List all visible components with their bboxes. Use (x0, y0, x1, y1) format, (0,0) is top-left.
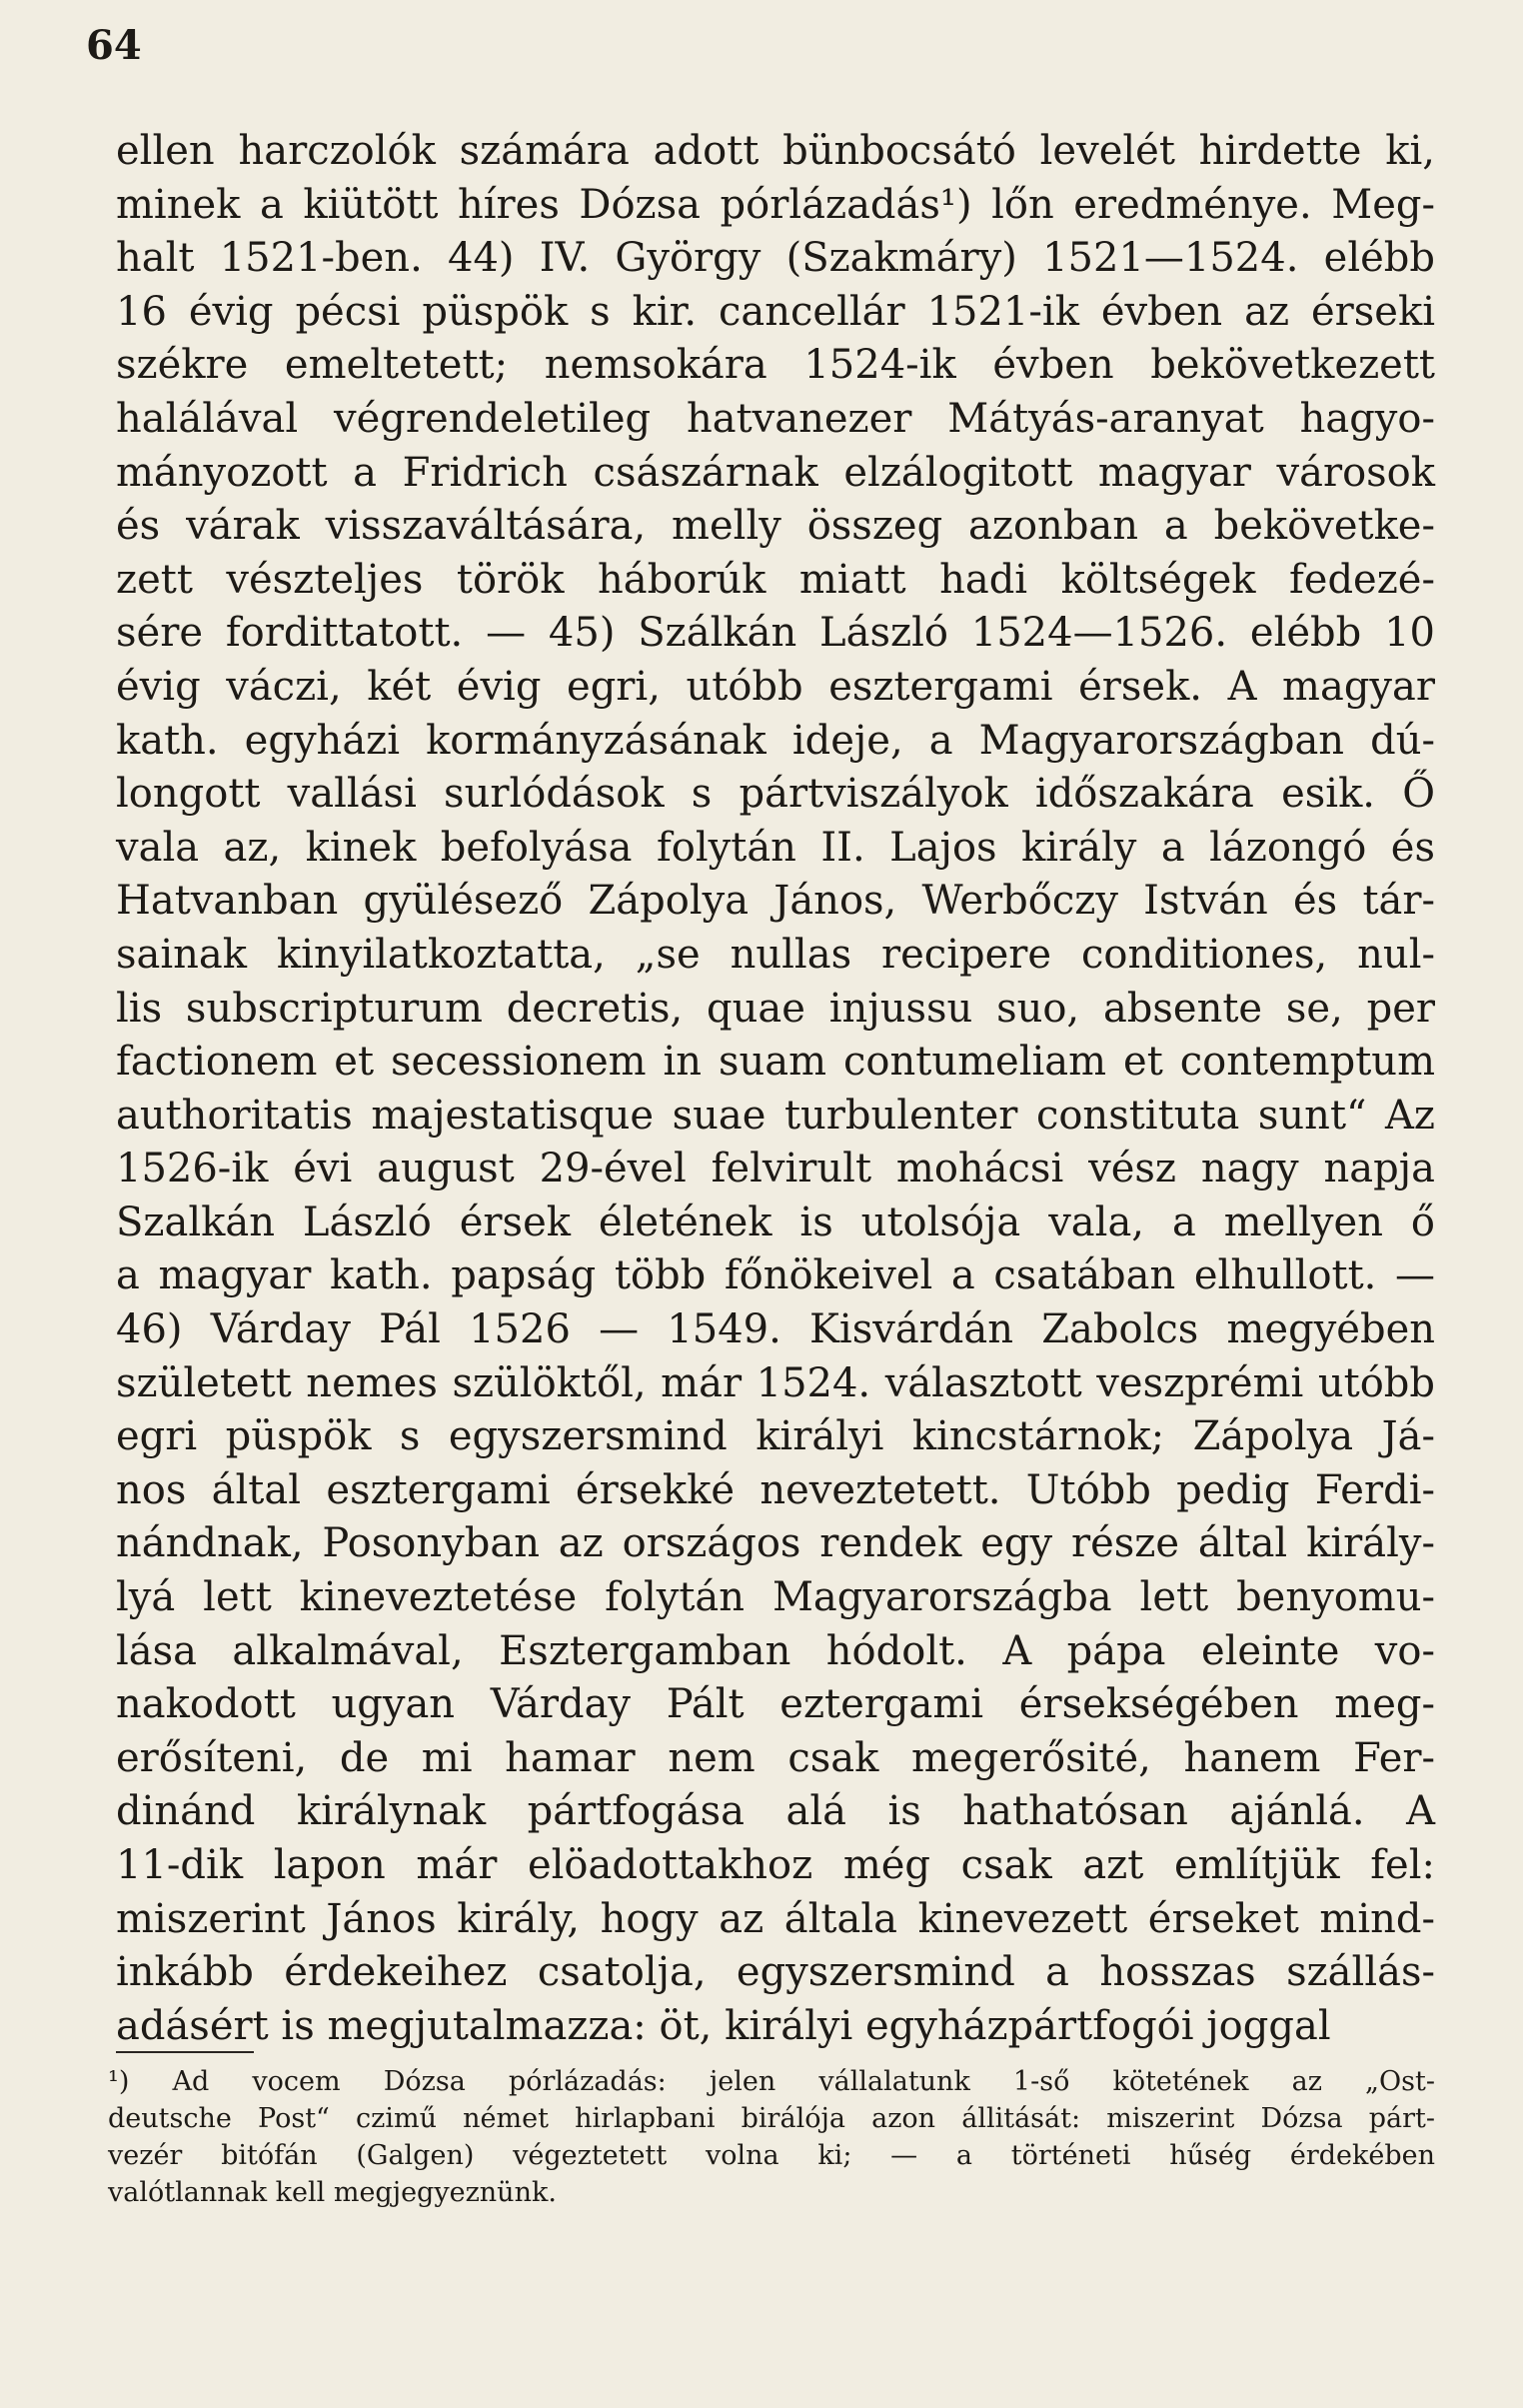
body-line: a magyar kath. papság több főnökeivel a csatában elhullott. — (116, 1252, 1435, 1299)
body-line: lis subscripturum decretis, quae injussu suo, absente se, per (116, 985, 1435, 1032)
body-line: adásért is megjutalmazza: öt, királyi egyházpártfogói joggal (116, 2002, 1331, 2049)
body-line: lása alkalmával, Esztergamban hódolt. A pápa eleinte vo- (116, 1627, 1435, 1674)
body-line: egri püspök s egyszersmind királyi kincstárnok; Zápolya Já- (116, 1413, 1435, 1460)
footnote-line: valótlannak kell megjegyeznünk. (108, 2177, 557, 2208)
body-line: 1526-ik évi august 29-ével felvirult mohácsi vész nagy napja (116, 1146, 1435, 1193)
body-line: vala az, kinek befolyása folytán II. Lajos király a lázongó és (116, 824, 1435, 871)
body-line: factionem et secessionem in suam contumeliam et contemptum (116, 1039, 1435, 1086)
body-line: Szalkán László érsek életének is utolsója vala, a mellyen ő (116, 1199, 1435, 1245)
body-line: erősíteni, de mi hamar nem csak megerősité, hanem Fer- (116, 1734, 1435, 1781)
body-line: nos által esztergami érsekké neveztetett. Utóbb pedig Ferdi- (116, 1466, 1435, 1513)
footnote-divider (116, 2051, 254, 2053)
body-line: évig váczi, két évig egri, utóbb esztergami érsek. A magyar (116, 663, 1435, 710)
body-line: sainak kinyilatkoztatta, „se nullas recipere conditiones, nul- (116, 931, 1435, 978)
footnote-line: deutsche Post“ czimű német hirlapbani birálója azon állitását: miszerint Dózsa párt- (108, 2103, 1435, 2134)
body-line: ellen harczolók számára adott bünbocsátó levelét hirdette ki, (116, 128, 1435, 174)
footnotes (108, 2063, 1435, 2211)
body-text (116, 125, 1435, 2053)
body-line: mányozott a Fridrich császárnak elzálogitott magyar városok (116, 449, 1435, 496)
page-number: 64 (86, 22, 142, 69)
body-line: authoritatis majestatisque suae turbulenter constituta sunt“ Az (116, 1092, 1435, 1139)
body-line: zett vészteljes török háborúk miatt hadi költségek fedezé- (116, 556, 1435, 603)
body-line: inkább érdekeihez csatolja, egyszersmind a hosszas szállás- (116, 1949, 1435, 1996)
body-line: 11-dik lapon már elöadottakhoz még csak azt említjük fel: (116, 1842, 1435, 1888)
body-line: és várak visszaváltására, melly összeg azonban a bekövetke- (116, 503, 1435, 550)
body-line: halálával végrendeletileg hatvanezer Mátyás-aranyat hagyo- (116, 395, 1435, 442)
body-line: halt 1521-ben. 44) IV. György (Szakmáry) 1521—1524. elébb (116, 235, 1435, 282)
body-line: született nemes szülöktől, már 1524. választott veszprémi utóbb (116, 1359, 1435, 1406)
body-line: sére fordittatott. — 45) Szálkán László 1524—1526. elébb 10 (116, 610, 1435, 657)
body-line: longott vallási surlódások s pártviszályok időszakára esik. Ő (116, 771, 1435, 818)
body-line: nakodott ugyan Várday Pált eztergami érsekségében meg- (116, 1681, 1435, 1728)
body-line: kath. egyházi kormányzásának ideje, a Magyarországban dú- (116, 717, 1435, 764)
body-line: dinánd királynak pártfogása alá is hathatósan ajánlá. A (116, 1788, 1435, 1835)
body-line: lyá lett kineveztetése folytán Magyarországba lett benyomu- (116, 1574, 1435, 1621)
body-line: székre emeltetett; nemsokára 1524-ik évben bekövetkezett (116, 342, 1435, 389)
body-line: minek a kiütött híres Dózsa pórlázadás¹) lőn eredménye. Meg- (116, 181, 1435, 228)
footnote-line: vezér bitófán (Galgen) végeztetett volna ki; — a történeti hűség érdekében (108, 2140, 1435, 2171)
body-line: miszerint János király, hogy az általa kinevezett érseket mind- (116, 1895, 1435, 1942)
body-line: nándnak, Posonyban az országos rendek egy része által király- (116, 1520, 1435, 1567)
body-line: 46) Várday Pál 1526 — 1549. Kisvárdán Zabolcs megyében (116, 1306, 1435, 1353)
body-line: Hatvanban gyülésező Zápolya János, Werbőczy István és tár- (116, 878, 1435, 925)
footnote-line: ¹) Ad vocem Dózsa pórlázadás: jelen vállalatunk 1-ső kötetének az „Ost- (108, 2066, 1435, 2097)
body-line: 16 évig pécsi püspök s kir. cancellár 1521-ik évben az érseki (116, 288, 1435, 335)
